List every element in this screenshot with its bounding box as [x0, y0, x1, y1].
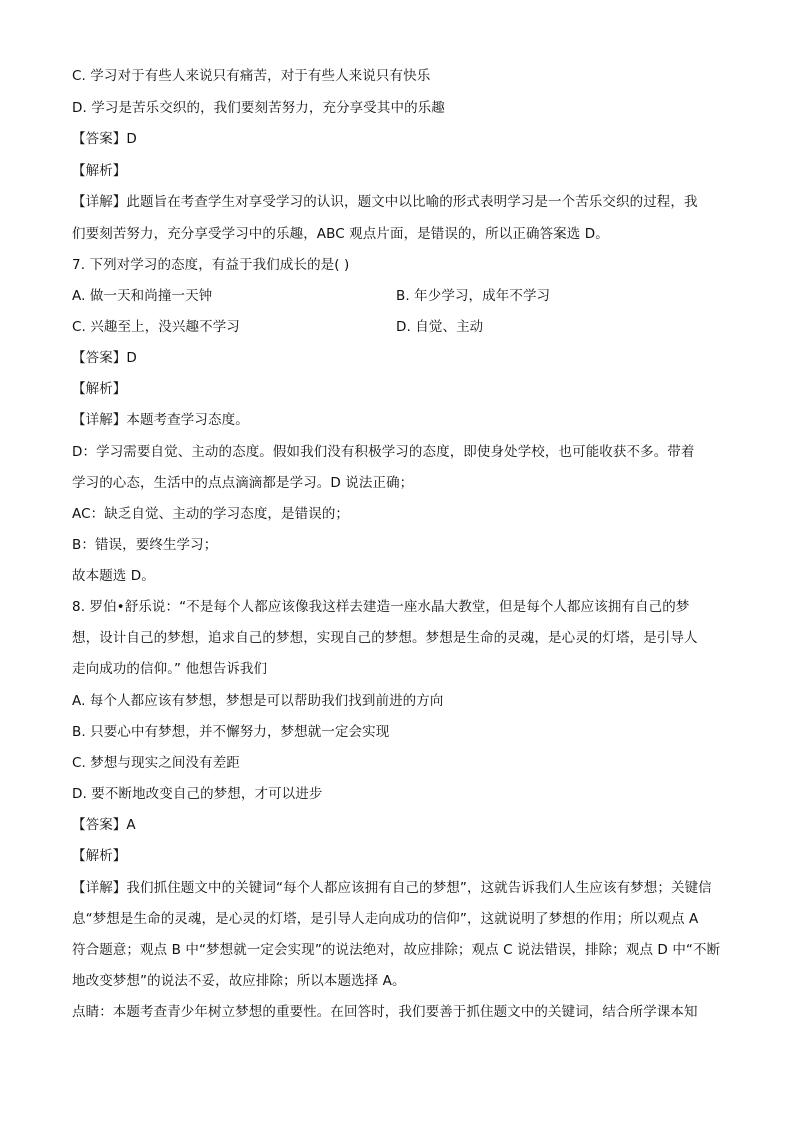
q8-option-a: A. 每个人都应该有梦想，梦想是可以帮助我们找到前进的方向: [72, 693, 444, 709]
q7-detail-line: AC：缺乏自觉、主动的学习态度，是错误的；: [72, 506, 350, 522]
q8-detail-line: 地改变梦想”的说法不妥，故应排除；所以本题选择 A。: [72, 973, 406, 989]
q8-detail-line: 息“梦想是生命的灵魂，是心灵的灯塔，是引导人走向成功的信仰”，这就说明了梦想的作用；所以观点 A: [72, 911, 699, 927]
q8-answer: 【答案】A: [72, 817, 136, 833]
q7-analysis-heading: 【解析】: [72, 381, 127, 397]
q8-option-c: C. 梦想与现实之间没有差距: [72, 755, 240, 771]
q8-option-d: D. 要不断地改变自己的梦想，才可以进步: [72, 786, 323, 802]
q6-answer: 【答案】D: [72, 131, 137, 147]
q8-detail-line: 符合题意；观点 B 中“梦想就一定会实现”的说法绝对，故应排除；观点 C 说法错误，排除；观点 D 中“不断: [72, 942, 721, 958]
q7-option-a: A. 做一天和尚撞一天钟: [72, 288, 213, 304]
q8-stem-line: 想，设计自己的梦想，追求自己的梦想，实现自己的梦想。梦想是生命的灵魂，是心灵的灯塔，是引导人: [72, 630, 698, 646]
q8-option-b: B. 只要心中有梦想，并不懈努力，梦想就一定会实现: [72, 724, 390, 740]
q7-answer: 【答案】D: [72, 350, 137, 366]
q6-detail-line: 【详解】此题旨在考查学生对享受学习的认识，题文中以比喻的形式表明学习是一个苦乐交织的过程，我: [72, 194, 698, 210]
q8-stem-line: 走向成功的信仰。” 他想告诉我们: [72, 661, 268, 677]
q6-option-d: D. 学习是苦乐交织的，我们要刻苦努力，充分享受其中的乐趣: [72, 100, 445, 116]
q6-detail-line: 们要刻苦努力，充分享受学习中的乐趣，ABC 观点片面，是错误的，所以正确答案选 D。: [72, 226, 609, 242]
q7-stem: 7. 下列对学习的态度，有益于我们成长的是( ): [72, 257, 350, 273]
q7-detail-line: D：学习需要自觉、主动的态度。假如我们没有积极学习的态度，即使身处学校，也可能收获不多。带着: [72, 444, 695, 460]
q7-detail-line: B：错误，要终生学习；: [72, 537, 218, 553]
q7-detail-line: 学习的心态，生活中的点点滴滴都是学习。D 说法正确；: [72, 475, 414, 491]
q7-detail-line: 【详解】本题考查学习态度。: [72, 412, 249, 428]
q7-option-c: C. 兴趣至上，没兴趣不学习: [72, 319, 240, 335]
q8-stem-line: 8. 罗伯•舒乐说：“不是每个人都应该像我这样去建造一座水晶大教堂，但是每个人都应该拥有自己的梦: [72, 599, 690, 615]
q8-detail-line: 【详解】我们抓住题文中的关键词“每个人都应该拥有自己的梦想”，这就告诉我们人生应该有梦想；关键信: [72, 880, 712, 896]
q7-option-d: D. 自觉、主动: [396, 319, 484, 335]
q8-analysis-heading: 【解析】: [72, 848, 127, 864]
q8-tip: 点睛：本题考查青少年树立梦想的重要性。在回答时，我们要善于抓住题文中的关键词，结合所学课本知: [72, 1004, 698, 1020]
q7-option-b: B. 年少学习，成年不学习: [396, 288, 551, 304]
q6-option-c: C. 学习对于有些人来说只有痛苦，对于有些人来说只有快乐: [72, 68, 431, 84]
q6-analysis-heading: 【解析】: [72, 163, 127, 179]
q7-conclusion: 故本题选 D。: [72, 568, 155, 584]
